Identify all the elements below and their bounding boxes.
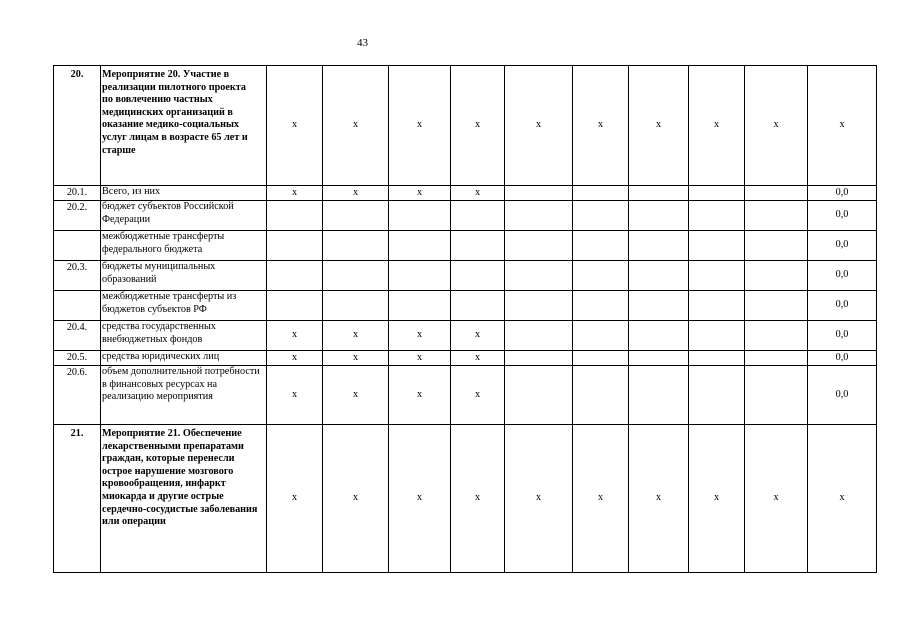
value-cell: 0,0: [808, 201, 877, 231]
value-cell: [323, 261, 389, 291]
value-cell: [629, 186, 689, 201]
value-cell: [451, 261, 505, 291]
row-number: 20.1.: [54, 186, 101, 201]
value-cell: [451, 201, 505, 231]
value-cell: 0,0: [808, 261, 877, 291]
value-cell: [573, 201, 629, 231]
value-cell: [323, 291, 389, 321]
row-number: [54, 291, 101, 321]
value-cell: [689, 201, 745, 231]
row-number: 20.2.: [54, 201, 101, 231]
row-number: 20.6.: [54, 366, 101, 425]
row-number: 20.5.: [54, 351, 101, 366]
value-cell: х: [451, 321, 505, 351]
row-number: 20.: [54, 66, 101, 186]
row-label: средства государственных внебюджетных фондов: [101, 321, 267, 351]
value-cell: 0,0: [808, 351, 877, 366]
table-row: [54, 201, 877, 231]
table-row: [54, 261, 877, 291]
value-cell: х: [451, 425, 505, 573]
row-number: [54, 231, 101, 261]
value-cell: [689, 261, 745, 291]
value-cell: [573, 351, 629, 366]
value-cell: 0,0: [808, 321, 877, 351]
value-cell: [745, 291, 808, 321]
table-row: [54, 291, 877, 321]
value-cell: х: [389, 186, 451, 201]
value-cell: [505, 201, 573, 231]
value-cell: [629, 201, 689, 231]
row-label: объем дополнительной потребности в финансовых ресурсах на реализацию мероприятия: [101, 366, 267, 425]
value-cell: [505, 291, 573, 321]
value-cell: х: [389, 425, 451, 573]
value-cell: [629, 231, 689, 261]
value-cell: [629, 291, 689, 321]
row-label: Мероприятие 21. Обеспечение лекарственными препаратами граждан, которые перенесли острое нарушение мозгового кровообращения, инфаркт миокарда и другие острые сердечно-сосудистые заболевания или операции: [101, 425, 267, 573]
page-number: 43: [357, 37, 368, 49]
row-label: Мероприятие 20. Участие в реализации пилотного проекта по вовлечению частных медицинских организаций в оказание медико-социальных услуг лицам в возрасте 65 лет и старше: [101, 66, 267, 186]
value-cell: [745, 186, 808, 201]
table-row: [54, 366, 877, 425]
row-label: межбюджетные трансферты из бюджетов субъектов РФ: [101, 291, 267, 321]
value-cell: [505, 261, 573, 291]
value-cell: х: [323, 366, 389, 425]
value-cell: [689, 366, 745, 425]
value-cell: 0,0: [808, 366, 877, 425]
value-cell: [573, 186, 629, 201]
value-cell: [573, 261, 629, 291]
table-row: [54, 321, 877, 351]
row-number: 20.4.: [54, 321, 101, 351]
row-label: бюджеты муниципальных образований: [101, 261, 267, 291]
table-body: [54, 66, 877, 573]
value-cell: х: [451, 366, 505, 425]
value-cell: х: [573, 425, 629, 573]
value-cell: [689, 231, 745, 261]
value-cell: 0,0: [808, 231, 877, 261]
value-cell: [267, 231, 323, 261]
value-cell: [267, 261, 323, 291]
value-cell: [389, 261, 451, 291]
value-cell: [451, 291, 505, 321]
value-cell: [451, 231, 505, 261]
value-cell: [745, 231, 808, 261]
value-cell: х: [323, 351, 389, 366]
value-cell: х: [389, 351, 451, 366]
value-cell: х: [451, 186, 505, 201]
value-cell: [689, 351, 745, 366]
value-cell: х: [267, 321, 323, 351]
value-cell: х: [267, 351, 323, 366]
row-label: Всего, из них: [101, 186, 267, 201]
table-row: [54, 186, 877, 201]
value-cell: х: [389, 321, 451, 351]
value-cell: [745, 321, 808, 351]
row-label: средства юридических лиц: [101, 351, 267, 366]
value-cell: [505, 321, 573, 351]
value-cell: [573, 231, 629, 261]
value-cell: [505, 366, 573, 425]
value-cell: [629, 321, 689, 351]
value-cell: [573, 321, 629, 351]
value-cell: х: [689, 425, 745, 573]
value-cell: [689, 186, 745, 201]
value-cell: х: [689, 66, 745, 186]
value-cell: [323, 201, 389, 231]
value-cell: [745, 351, 808, 366]
value-cell: [689, 291, 745, 321]
value-cell: [505, 351, 573, 366]
value-cell: х: [389, 366, 451, 425]
value-cell: [689, 321, 745, 351]
value-cell: х: [389, 66, 451, 186]
value-cell: х: [629, 425, 689, 573]
value-cell: [745, 261, 808, 291]
value-cell: [629, 366, 689, 425]
value-cell: х: [323, 186, 389, 201]
value-cell: [323, 231, 389, 261]
value-cell: х: [323, 66, 389, 186]
table-row: [54, 231, 877, 261]
value-cell: [629, 261, 689, 291]
value-cell: х: [505, 66, 573, 186]
value-cell: [573, 291, 629, 321]
value-cell: [745, 201, 808, 231]
row-label: бюджет субъектов Российской Федерации: [101, 201, 267, 231]
value-cell: [389, 291, 451, 321]
value-cell: [629, 351, 689, 366]
value-cell: 0,0: [808, 186, 877, 201]
value-cell: х: [629, 66, 689, 186]
value-cell: х: [267, 186, 323, 201]
row-number: 21.: [54, 425, 101, 573]
value-cell: х: [267, 425, 323, 573]
value-cell: х: [323, 321, 389, 351]
value-cell: 0,0: [808, 291, 877, 321]
value-cell: х: [808, 425, 877, 573]
value-cell: х: [505, 425, 573, 573]
value-cell: х: [267, 366, 323, 425]
value-cell: [505, 186, 573, 201]
table-row: [54, 351, 877, 366]
value-cell: х: [267, 66, 323, 186]
row-number: 20.3.: [54, 261, 101, 291]
budget-table: [53, 65, 877, 573]
value-cell: [505, 231, 573, 261]
table-row: [54, 66, 877, 186]
value-cell: [389, 201, 451, 231]
value-cell: [267, 291, 323, 321]
value-cell: [573, 366, 629, 425]
value-cell: х: [808, 66, 877, 186]
value-cell: [389, 231, 451, 261]
value-cell: [267, 201, 323, 231]
value-cell: х: [323, 425, 389, 573]
value-cell: х: [745, 66, 808, 186]
value-cell: х: [451, 66, 505, 186]
value-cell: х: [745, 425, 808, 573]
value-cell: х: [573, 66, 629, 186]
value-cell: [745, 366, 808, 425]
value-cell: х: [451, 351, 505, 366]
table-row: [54, 425, 877, 573]
row-label: межбюджетные трансферты федерального бюджета: [101, 231, 267, 261]
